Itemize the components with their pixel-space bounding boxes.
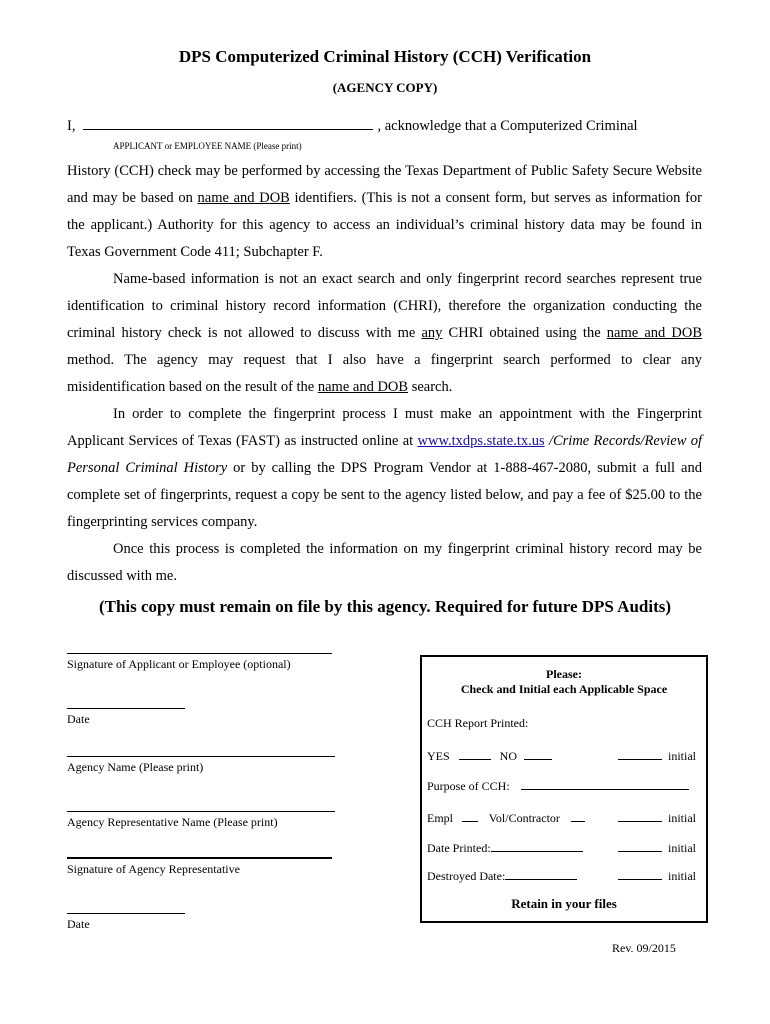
document-title: DPS Computerized Criminal History (CCH) Verification: [178, 47, 592, 66]
retain-notice: Retain in your files: [511, 896, 617, 911]
purpose-row: [427, 779, 689, 794]
ack-suffix: , acknowledge that a Computerized Criminal: [377, 118, 638, 134]
initials-panel-header: [420, 667, 708, 697]
p1-underline-name-dob: name and DOB: [197, 190, 290, 206]
initial-field-1[interactable]: [618, 749, 662, 760]
date-label-1: Date: [67, 712, 90, 726]
yes-no-row: [427, 749, 552, 764]
ack-prefix: I,: [67, 118, 76, 134]
initial-row-4: [618, 869, 696, 884]
initial-label-3: initial: [668, 841, 696, 855]
p2-text-a: Name-based information is not an exact search and only fingerprint record searches represent true identification to criminal history record information (CHRI), therefore the organization conducting the criminal history check is not allowed to discuss with me: [67, 271, 702, 341]
agency-name-label: Agency Name (Please print): [67, 760, 204, 774]
body-text: [67, 158, 702, 590]
panel-instruction: Check and Initial each Applicable Space: [460, 682, 668, 696]
yes-field[interactable]: [459, 749, 491, 760]
date-printed-row: [427, 841, 583, 856]
date-line-2[interactable]: [67, 913, 185, 914]
agency-rep-signature-line[interactable]: [67, 857, 332, 859]
applicant-name-field[interactable]: [83, 117, 373, 130]
destroyed-date-field[interactable]: [505, 869, 577, 880]
p3-text-a: In order to complete the fingerprint process I must make an appointment with the Fingerprint Applicant Services of Texas (FAST) as instructed online at: [67, 406, 702, 449]
initial-row-1: [618, 749, 696, 764]
initial-label-1: initial: [668, 749, 696, 763]
agency-rep-name-line[interactable]: [67, 811, 335, 812]
initial-field-2[interactable]: [618, 811, 662, 822]
p2-text-d: search.: [408, 379, 453, 395]
p2-underline-any: any: [421, 325, 443, 341]
p3-italic-path: /Crime Records/Review of Personal Criminal History: [67, 433, 702, 476]
initial-field-4[interactable]: [618, 869, 662, 880]
vol-contractor-label: Vol/Contractor: [488, 811, 560, 825]
no-label: NO: [499, 749, 518, 763]
empl-label: Empl: [427, 811, 453, 825]
p2-underline-name-dob-2: name and DOB: [317, 379, 409, 395]
dps-website-link[interactable]: www.txdps.state.tx.us: [417, 433, 545, 449]
initial-row-3: [618, 841, 696, 856]
initial-label-4: initial: [668, 869, 696, 883]
document-subtitle: (AGENCY COPY): [332, 80, 438, 95]
vol-contractor-field[interactable]: [571, 811, 585, 822]
revision-label: Rev. 09/2015: [612, 941, 676, 955]
destroyed-date-row: [427, 869, 577, 884]
empl-field[interactable]: [462, 811, 478, 822]
p1-text-a: History (CCH) check may be performed by accessing the Texas Department of Public Safety Secure Website and may be based on: [67, 163, 702, 206]
applicant-signature-line[interactable]: [67, 653, 332, 654]
p3-text-b: or by calling the DPS Program Vendor at 1-888-467-2080, submit a full and complete set of fingerprints, request a copy be sent to the agency listed below, and pay a fee of $25.00 to the fingerprinting services company.: [67, 460, 702, 530]
purpose-label: Purpose of CCH:: [427, 779, 510, 793]
initial-row-2: [618, 811, 696, 826]
applicant-signature-label: Signature of Applicant or Employee (optional): [67, 657, 291, 671]
initial-field-3[interactable]: [618, 841, 662, 852]
p2-underline-name-dob-1: name and DOB: [606, 325, 703, 341]
date-printed-label: Date Printed:: [427, 841, 491, 855]
date-label-2: Date: [67, 917, 90, 931]
paragraph-2: [67, 266, 702, 401]
agency-rep-name-label: Agency Representative Name (Please print): [67, 815, 278, 829]
p2-text-c: method. The agency may request that I also have a fingerprint search performed to clear any misidentification based on the result of the: [67, 352, 702, 395]
destroyed-date-label: Destroyed Date:: [427, 869, 506, 883]
no-field[interactable]: [524, 749, 552, 760]
agency-rep-signature-label: Signature of Agency Representative: [67, 862, 240, 876]
applicant-name-caption: APPLICANT or EMPLOYEE NAME (Please print): [113, 141, 302, 151]
purpose-field[interactable]: [521, 779, 689, 790]
paragraph-3: [67, 401, 702, 536]
p1-text-b: identifiers. (This is not a consent form, but serves as information for the applicant.) Authority for this agency to access an individual’s criminal history data may be found in Texas Government Code 411; Subchapter F.: [67, 190, 702, 260]
panel-please: Please:: [546, 667, 582, 681]
initial-label-2: initial: [668, 811, 696, 825]
yes-label: YES: [427, 749, 450, 763]
empl-vol-row: [427, 811, 585, 826]
p2-text-b: CHRI obtained using the: [442, 325, 607, 341]
agency-name-line[interactable]: [67, 756, 335, 757]
paragraph-4: Once this process is completed the information on my fingerprint criminal history record may be discussed with me.: [67, 541, 702, 584]
date-printed-field[interactable]: [491, 841, 583, 852]
cch-report-printed-label: CCH Report Printed:: [427, 716, 529, 730]
paragraph-1: [67, 158, 702, 266]
audit-notice: (This copy must remain on file by this agency. Required for future DPS Audits): [98, 597, 672, 616]
date-line-1[interactable]: [67, 708, 185, 709]
acknowledgement-line: [67, 117, 638, 135]
